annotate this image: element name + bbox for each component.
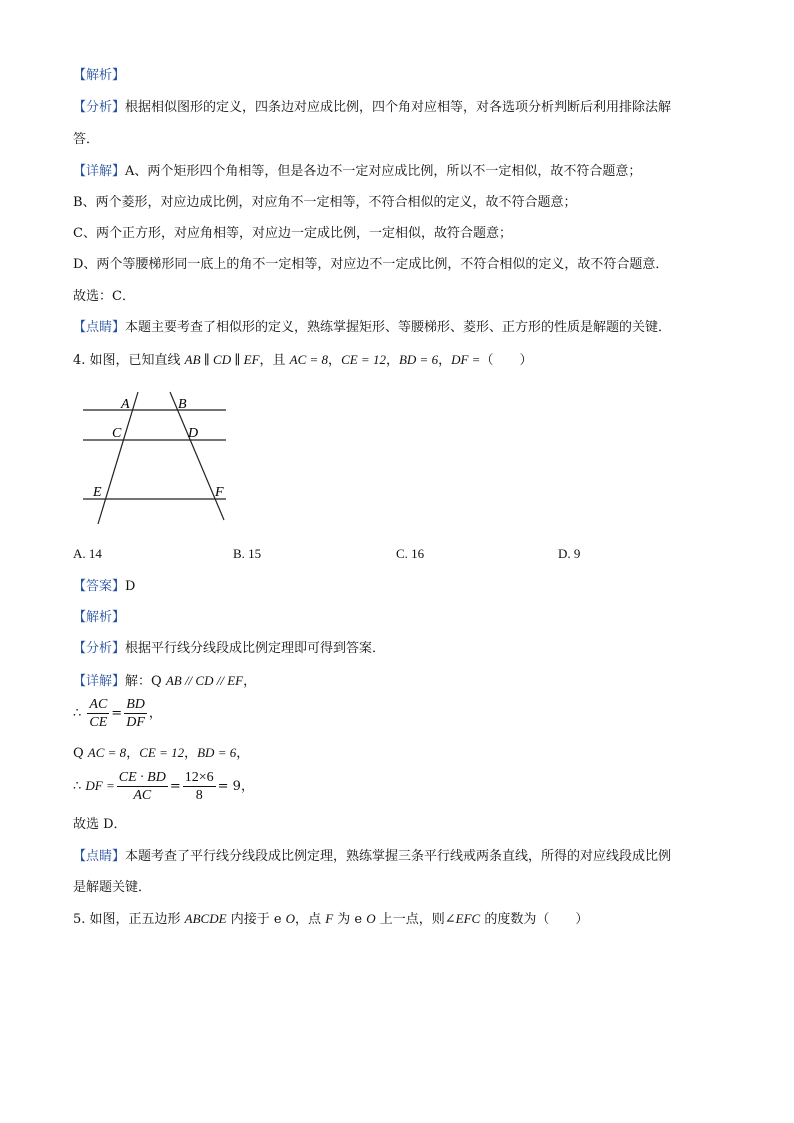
text: 根据相似图形的定义，四条边对应成比例，四个角对应相等，对各选项分析判断后利用排除法解 (125, 100, 672, 115)
text: B、两个菱形，对应边成比例，对应角不一定相等，不符合相似的定义，故不符合题意； (73, 195, 577, 210)
math: AC = 8 (289, 352, 329, 367)
text: 内接于 e (226, 912, 286, 927)
math: CE = 12 (341, 352, 386, 367)
text: 故选 D． (73, 817, 127, 832)
math: F (325, 911, 334, 926)
text: ，点 (295, 912, 326, 927)
detail-line-c (73, 225, 512, 243)
df-calculation (73, 768, 254, 805)
option-a: A. 14 (73, 546, 102, 561)
text: ∴ (73, 706, 86, 721)
heading-label: 【详解】 (73, 164, 126, 179)
equals-sign: = (111, 706, 123, 721)
question-5-stem (73, 910, 588, 929)
text: 答． (73, 132, 100, 147)
text: D (125, 579, 136, 594)
text: 是解题关键． (73, 880, 152, 895)
text: ，且 (259, 353, 290, 368)
heading-label: 【详解】 (73, 674, 126, 689)
section-heading-analysis-2 (73, 609, 125, 627)
comment-line-2 (73, 848, 671, 866)
text: 上一点，则 (375, 912, 445, 927)
math: DF = (85, 778, 115, 793)
parallel-lines-figure (78, 388, 238, 528)
option-c: C. 16 (396, 546, 425, 561)
label-e: E (93, 485, 102, 500)
heading-label: 【分析】 (73, 641, 126, 656)
text: ， (148, 706, 162, 721)
heading-label: 【解析】 (73, 610, 126, 625)
transversal-left (98, 392, 138, 524)
math: BD = 6 (197, 745, 237, 760)
heading-label: 【答案】 (73, 579, 126, 594)
text: 为 e (333, 912, 367, 927)
detail-line-a (73, 163, 641, 181)
heading-label: 【解析】 (73, 68, 126, 83)
math: AB // CD // EF (165, 673, 244, 688)
math: O (366, 911, 376, 926)
analysis-line-2 (73, 640, 385, 658)
answer-choice-line (73, 288, 135, 306)
option-d: D. 9 (558, 546, 581, 561)
text: ， (184, 746, 198, 761)
analysis-line (73, 99, 671, 117)
answer-choice-line-2 (73, 816, 127, 834)
result: = 9 (217, 779, 241, 794)
answer-line (73, 578, 135, 596)
text: ， (243, 674, 257, 689)
label-b: B (178, 397, 187, 412)
text: 的度数为（ ） (480, 912, 589, 927)
denominator: 8 (195, 788, 203, 803)
math: ABCDE (184, 911, 227, 926)
numerator: CE · BD (118, 770, 166, 785)
math: O (285, 911, 296, 926)
text: （ ） (480, 353, 533, 368)
heading-label: 【点睛】 (73, 849, 126, 864)
math: ∠EFC (444, 911, 481, 926)
text: 本题主要考查了相似形的定义，熟练掌握矩形、等腰梯形、菱形、正方形的性质是解题的关键． (125, 320, 672, 335)
denominator: CE (89, 715, 108, 730)
text: 根据平行线分线段成比例定理即可得到答案． (125, 641, 386, 656)
fraction-bd-df (124, 696, 147, 731)
fraction-ac-ce (87, 696, 109, 731)
label-f: F (215, 485, 224, 500)
text: Q (73, 746, 88, 761)
math: DF = (451, 352, 481, 367)
numerator: AC (89, 697, 108, 712)
text: 故选：C． (73, 289, 135, 304)
text: ， (236, 746, 250, 761)
math: AB ∥ CD ∥ EF (184, 352, 260, 367)
proportion-equation (73, 696, 162, 732)
text: A、两个矩形四个角相等，但是各边不一定对应成比例，所以不一定相似，故不符合题意； (125, 164, 642, 179)
heading-label: 【点睛】 (73, 320, 126, 335)
text: ， (240, 779, 254, 794)
text: ， (328, 353, 342, 368)
label-a: A (121, 397, 130, 412)
text: C、两个正方形，对应角相等，对应边一定成比例，一定相似，故符合题意； (73, 226, 512, 241)
option-b: B. 15 (233, 546, 262, 561)
analysis-line-cont (73, 131, 99, 149)
math: BD = 6 (398, 352, 439, 367)
denominator: DF (126, 715, 145, 730)
text: 4. 如图，已知直线 (73, 353, 185, 368)
numerator: BD (126, 697, 145, 712)
math: AC = 8 (87, 745, 127, 760)
question-4-stem (73, 351, 532, 370)
given-values-line (73, 744, 249, 763)
text: ∴ (73, 779, 86, 794)
equals-sign: = (169, 779, 181, 794)
detail-line-b (73, 194, 577, 212)
detail-line-d (73, 256, 668, 274)
text: ， (126, 746, 140, 761)
label-c: C (112, 426, 122, 441)
text: D、两个等腰梯形同一底上的角不一定相等，对应边不一定成比例，不符合相似的定义，故不符合题意． (73, 257, 669, 272)
text: ， (385, 353, 399, 368)
comment-line-2-cont (73, 879, 151, 897)
text: 本题考查了平行线分线段成比例定理，熟练掌握三条平行线戒两条直线，所得的对应线段成比例 (125, 849, 672, 864)
section-heading-analysis (73, 67, 125, 85)
text: ， (438, 353, 452, 368)
math: CE = 12 (139, 745, 185, 760)
heading-label: 【分析】 (73, 100, 126, 115)
fraction-ce-bd-ac (117, 769, 168, 804)
text: 解：Q (125, 674, 166, 689)
numerator: 12×6 (184, 770, 214, 785)
label-d: D (188, 426, 199, 441)
denominator: AC (133, 788, 152, 803)
fraction-numeric (183, 769, 216, 804)
detail-line-solution (73, 672, 256, 691)
comment-line (73, 319, 671, 337)
text: 5. 如图，正五边形 (73, 912, 185, 927)
